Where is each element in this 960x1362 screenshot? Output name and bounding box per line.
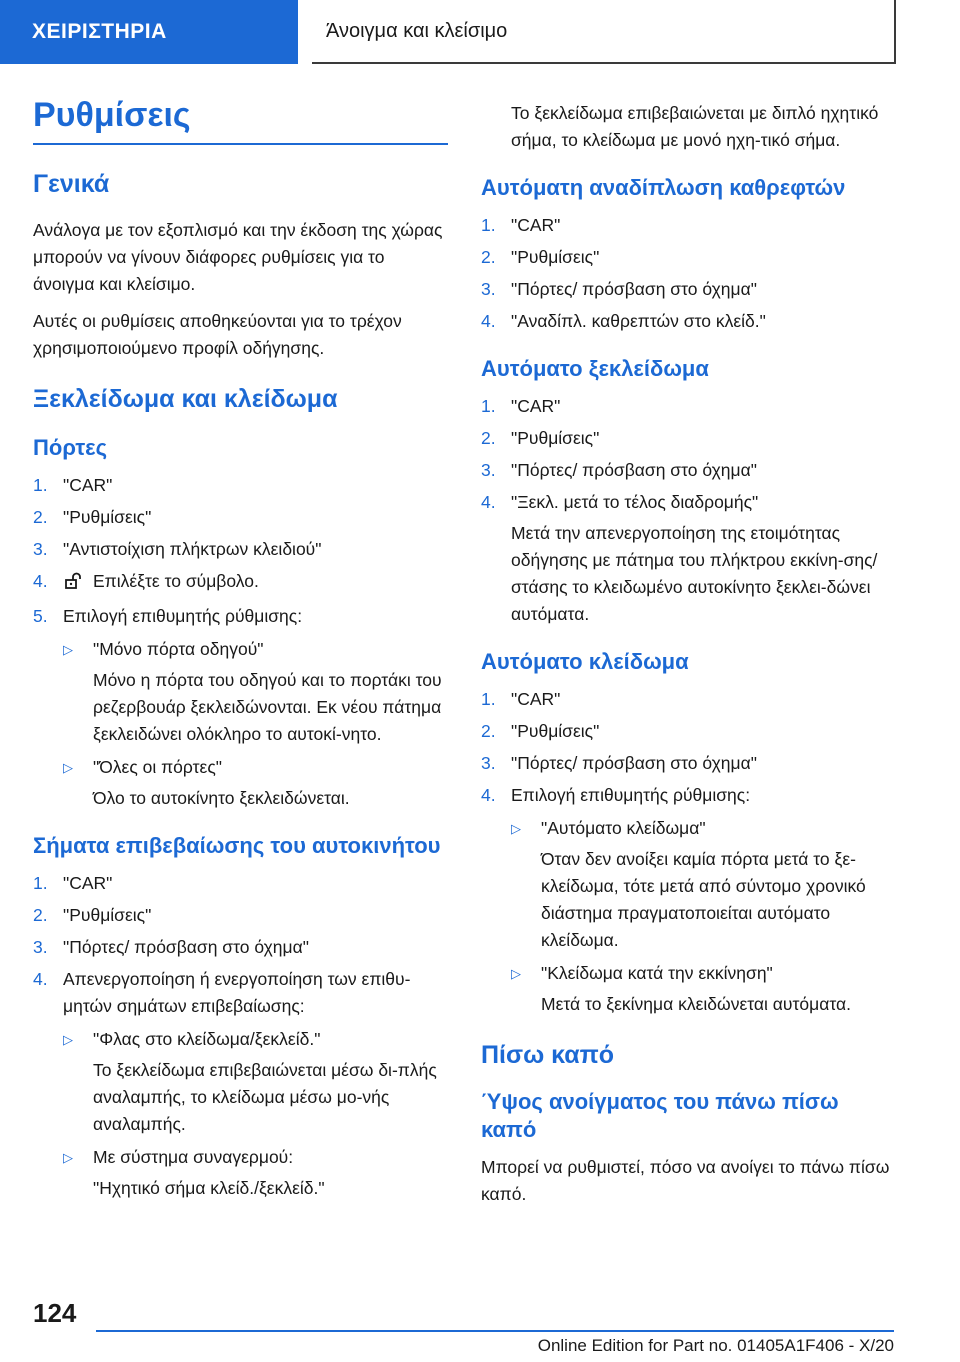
option-label: "Αυτόματο κλείδωμα" — [541, 818, 706, 838]
list-item — [481, 782, 896, 1018]
step-number: 3. — [33, 937, 48, 957]
step-text: "Ρυθμίσεις" — [511, 721, 600, 741]
step-text: "Πόρτες/ πρόσβαση στο όχημα" — [511, 279, 757, 299]
option-description: Μόνο η πόρτα του οδηγού και το πορτάκι του ρεζερβουάρ ξεκλειδώνονται. Εκ νέου πάτημα ξεκλειδώνει ολόκληρο το αυτοκί-νητο. — [93, 670, 442, 744]
lock-key-icon — [63, 571, 85, 598]
list-item — [33, 902, 448, 929]
header-chapter-label: Άνοιγμα και κλείσιμο — [326, 19, 508, 42]
step-number: 4. — [33, 969, 48, 989]
step-number: 4. — [481, 785, 496, 805]
step-number: 1. — [33, 475, 48, 495]
header-section-label: ΧΕΙΡΙΣΤΗΡΙΑ — [32, 20, 167, 43]
step-text: "CAR" — [511, 215, 561, 235]
step-text: "Ξεκλ. μετά το τέλος διαδρομής" — [511, 492, 759, 512]
list-item — [481, 425, 896, 452]
confirm-steps — [33, 870, 448, 1202]
step-text: "Αναδίπλ. καθρεπτών στο κλείδ." — [511, 311, 766, 331]
option-label: "Όλες οι πόρτες" — [93, 757, 222, 777]
option-description: Όταν δεν ανοίξει καμία πόρτα μετά το ξε-κλείδωμα, τότε μετά από σύντομο χρονικό διάστημα πραγματοποιείται αυτόματο κλείδωμα. — [541, 849, 866, 950]
list-item — [481, 276, 896, 303]
list-item — [481, 686, 896, 713]
autolock-heading: Αυτόματο κλείδωμα — [481, 649, 689, 674]
list-item — [33, 870, 448, 897]
triangle-bullet-icon: ▷ — [511, 821, 521, 836]
header-section-tab — [0, 0, 298, 64]
list-item — [481, 308, 896, 335]
triangle-bullet-icon: ▷ — [511, 966, 521, 981]
list-item — [481, 750, 896, 777]
tailgate-subheading: Ύψος ανοίγματος του πάνω πίσω καπό — [481, 1089, 839, 1142]
step-text: "Ρυθμίσεις" — [511, 428, 600, 448]
list-item — [481, 457, 896, 484]
list-item — [33, 504, 448, 531]
step-description: Μετά την απενεργοποίηση της ετοιμότητας οδήγησης με πάτημα του πλήκτρου εκκίνη-σης/στάσης το κλειδωμένο αυτοκίνητο ξεκλει-δώνει αυτόματα. — [511, 523, 878, 624]
list-item — [481, 393, 896, 420]
list-item — [481, 489, 896, 628]
option-description: Το ξεκλείδωμα επιβεβαιώνεται μέσω δι-πλής αναλαμπής, το κλείδωμα μέσω μο-νής αναλαμπής. — [93, 1060, 437, 1134]
step-number: 1. — [481, 215, 496, 235]
triangle-bullet-icon: ▷ — [63, 642, 73, 657]
step-number: 3. — [481, 279, 496, 299]
step-number: 2. — [33, 905, 48, 925]
right-column — [481, 100, 896, 1218]
step-text: "Ρυθμίσεις" — [63, 905, 152, 925]
general-paragraph-2: Αυτές οι ρυθμίσεις αποθηκεύονται για το τρέχον χρησιμοποιούμενο προφίλ οδήγησης. — [33, 311, 402, 358]
step-text: "Πόρτες/ πρόσβαση στο όχημα" — [511, 753, 757, 773]
confirm-continued-text: Το ξεκλείδωμα επιβεβαιώνεται με διπλό ηχητικό σήμα, το κλείδωμα με μονό ηχη-τικό σήμα. — [511, 103, 879, 150]
footer-divider — [96, 1330, 894, 1332]
step-text: "CAR" — [511, 396, 561, 416]
step-text: "CAR" — [63, 873, 113, 893]
page-number: 124 — [33, 1298, 77, 1328]
step-number: 2. — [481, 721, 496, 741]
mirrors-heading: Αυτόματη αναδίπλωση καθρεφτών — [481, 175, 846, 200]
confirm-heading: Σήματα επιβεβαίωσης του αυτοκινήτου — [33, 833, 441, 858]
step-number: 2. — [33, 507, 48, 527]
doors-steps — [33, 472, 448, 812]
option-description: Μετά το ξεκίνημα κλειδώνεται αυτόματα. — [541, 994, 851, 1014]
option-label: "Μόνο πόρτα οδηγού" — [93, 639, 264, 659]
list-item — [33, 966, 448, 1202]
step-text: "Πόρτες/ πρόσβαση στο όχημα" — [511, 460, 757, 480]
step-number: 1. — [481, 396, 496, 416]
step-text: "Πόρτες/ πρόσβαση στο όχημα" — [63, 937, 309, 957]
step-text: Επιλογή επιθυμητής ρύθμισης: — [63, 606, 303, 626]
unlock-heading: Ξεκλείδωμα και κλείδωμα — [33, 385, 338, 413]
step-text: "Ρυθμίσεις" — [63, 507, 152, 527]
option-item — [511, 815, 896, 954]
left-column — [33, 96, 448, 1212]
tailgate-paragraph: Μπορεί να ρυθμιστεί, πόσο να ανοίγει το πάνω πίσω καπό. — [481, 1157, 890, 1204]
list-item — [481, 212, 896, 239]
option-item — [63, 1144, 448, 1202]
step-text: Επιλογή επιθυμητής ρύθμισης: — [511, 785, 751, 805]
doors-heading: Πόρτες — [33, 435, 108, 460]
step-number: 2. — [481, 247, 496, 267]
step-number: 4. — [481, 492, 496, 512]
step-number: 4. — [481, 311, 496, 331]
page-title: Ρυθμίσεις — [33, 96, 448, 145]
option-item — [63, 636, 448, 748]
option-label: "Κλείδωμα κατά την εκκίνηση" — [541, 963, 773, 983]
autolock-steps — [481, 686, 896, 1018]
list-item — [33, 568, 448, 598]
step-number: 2. — [481, 428, 496, 448]
step-text: Επιλέξτε το σύμβολο. — [93, 571, 259, 591]
step-text: Απενεργοποίηση ή ενεργοποίηση των επιθυ-μητών σημάτων επιβεβαίωσης: — [63, 969, 411, 1016]
list-item — [481, 718, 896, 745]
list-item — [33, 536, 448, 563]
step-number: 1. — [33, 873, 48, 893]
step-number: 3. — [481, 753, 496, 773]
mirrors-steps — [481, 212, 896, 335]
edition-note: Online Edition for Part no. 01405A1F406 - X/20 — [537, 1336, 894, 1355]
step-number: 4. — [33, 571, 48, 591]
option-description: Όλο το αυτοκίνητο ξεκλειδώνεται. — [93, 788, 350, 808]
step-text: "CAR" — [511, 689, 561, 709]
step-text: "CAR" — [63, 475, 113, 495]
option-description: "Ηχητικό σήμα κλείδ./ξεκλείδ." — [93, 1178, 325, 1198]
step-text: "Αντιστοίχιση πλήκτρων κλειδιού" — [63, 539, 322, 559]
list-item — [33, 472, 448, 499]
triangle-bullet-icon: ▷ — [63, 760, 73, 775]
step-number: 1. — [481, 689, 496, 709]
list-item — [33, 934, 448, 961]
option-label: "Φλας στο κλείδωμα/ξεκλείδ." — [93, 1029, 321, 1049]
header-chapter — [312, 0, 896, 64]
step-number: 5. — [33, 606, 48, 626]
general-heading: Γενικά — [33, 170, 110, 198]
tailgate-heading: Πίσω καπό — [481, 1041, 615, 1069]
autounlock-heading: Αυτόματο ξεκλείδωμα — [481, 356, 709, 381]
list-item — [481, 244, 896, 271]
autounlock-steps — [481, 393, 896, 628]
list-item — [33, 603, 448, 812]
option-item — [511, 960, 896, 1018]
triangle-bullet-icon: ▷ — [63, 1150, 73, 1165]
option-label: Με σύστημα συναγερμού: — [93, 1147, 294, 1167]
step-number: 3. — [481, 460, 496, 480]
step-text: "Ρυθμίσεις" — [511, 247, 600, 267]
triangle-bullet-icon: ▷ — [63, 1032, 73, 1047]
option-item — [63, 754, 448, 812]
general-paragraph-1: Ανάλογα με τον εξοπλισμό και την έκδοση της χώρας μπορούν να γίνουν διάφορες ρυθμίσεις για το άνοιγμα και κλείσιμο. — [33, 220, 443, 294]
option-item — [63, 1026, 448, 1138]
step-number: 3. — [33, 539, 48, 559]
